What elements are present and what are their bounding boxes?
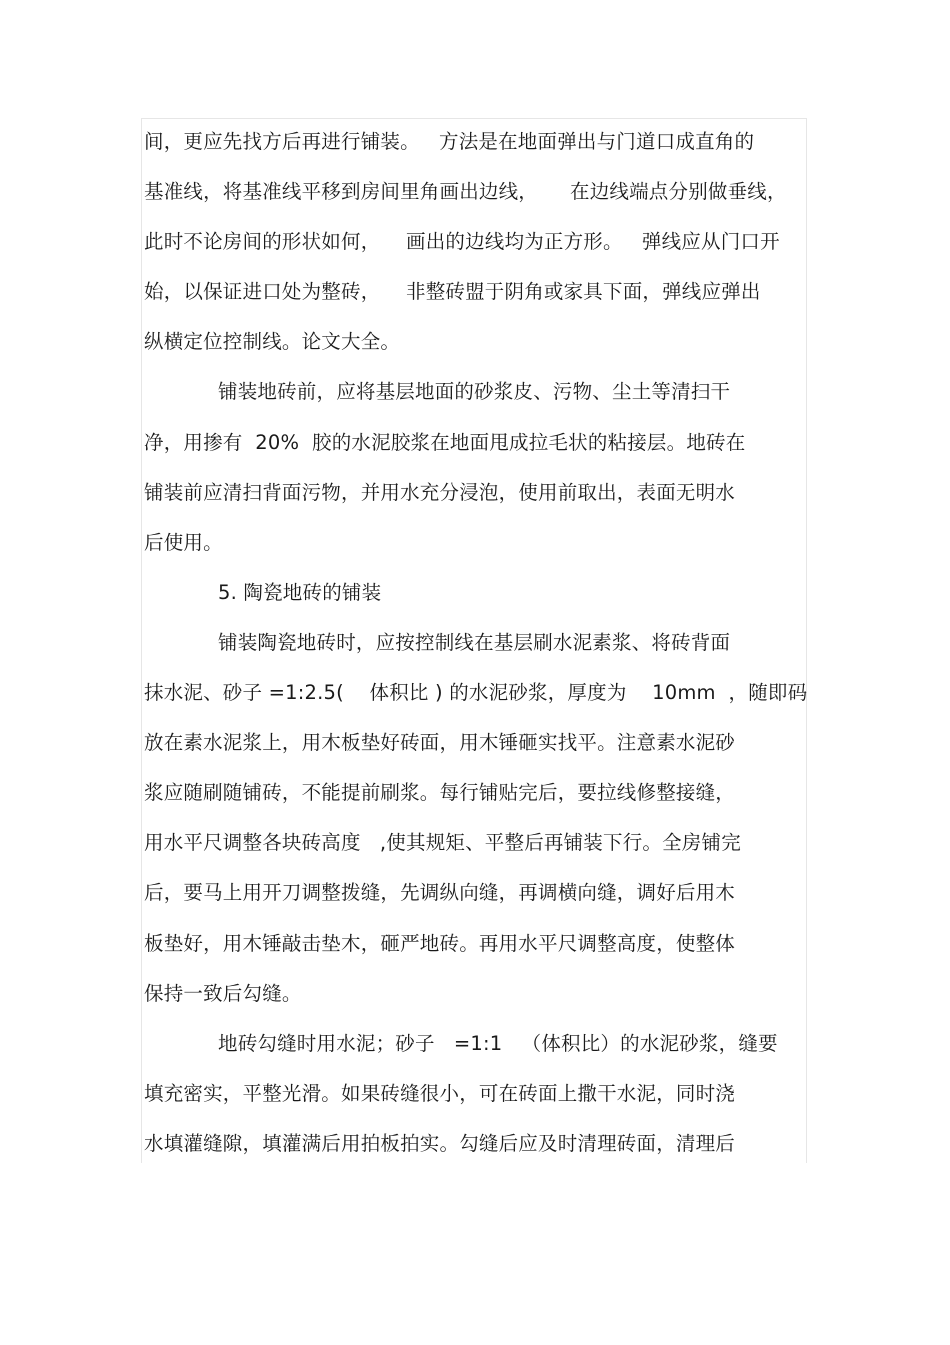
text-line: 净，用掺有 20% 胶的水泥胶浆在地面甩成拉毛状的粘接层。地砖在 [144,430,746,454]
text-line: 填充密实，平整光滑。如果砖缝很小，可在砖面上撒干水泥，同时浇 [144,1081,736,1105]
text-line: 5. 陶瓷地砖的铺装 [218,580,382,604]
text-line: 后使用。 [144,530,223,554]
text-line: 始，以保证进口处为整砖， 非整砖盟于阴角或家具下面，弹线应弹出 [144,280,761,304]
text-line: 浆应随刷随铺砖，不能提前刷浆。每行铺贴完后，要拉线修整接缝， [144,781,736,805]
text-line: 保持一致后勾缝。 [144,981,302,1005]
text-line: 铺装前应清扫背面污物，并用水充分浸泡，使用前取出，表面无明水 [144,480,736,504]
text-line: 基准线，将基准线平移到房间里角画出边线， 在边线端点分别做垂线， [144,180,787,204]
text-line: 纵横定位控制线。论文大全。 [144,330,401,354]
text-line: 放在素水泥浆上，用木板垫好砖面，用木锤砸实找平。注意素水泥砂 [144,731,736,755]
text-line: 地砖勾缝时用水泥；砂子 =1:1 （体积比）的水泥砂浆，缝要 [218,1031,778,1055]
text-line: 板垫好，用木锤敲击垫木，砸严地砖。再用水平尺调整高度，使整体 [144,931,736,955]
text-line: 间，更应先找方后再进行铺装。 方法是在地面弹出与门道口成直角的 [144,130,755,153]
text-line: 用水平尺调整各块砖高度 ,使其规矩、平整后再铺装下行。全房铺完 [144,831,741,855]
text-line: 此时不论房间的形状如何， 画出的边线均为正方形。 弹线应从门口开 [144,230,780,254]
text-line: 水填灌缝隙，填灌满后用拍板拍实。勾缝后应及时清理砖面，清理后 [144,1131,736,1155]
text-line: 后，要马上用开刀调整拨缝，先调纵向缝，再调横向缝，调好后用木 [144,881,736,905]
text-line: 铺装陶瓷地砖时，应按控制线在基层刷水泥素浆、将砖背面 [218,630,731,654]
document-body [144,117,806,1169]
text-line: 铺装地砖前，应将基层地面的砂浆皮、污物、尘土等清扫干 [218,380,731,404]
text-line: 抹水泥、砂子 =1:2.5( 体积比 ) 的水泥砂浆，厚度为 10mm ，随即码 [144,681,808,705]
